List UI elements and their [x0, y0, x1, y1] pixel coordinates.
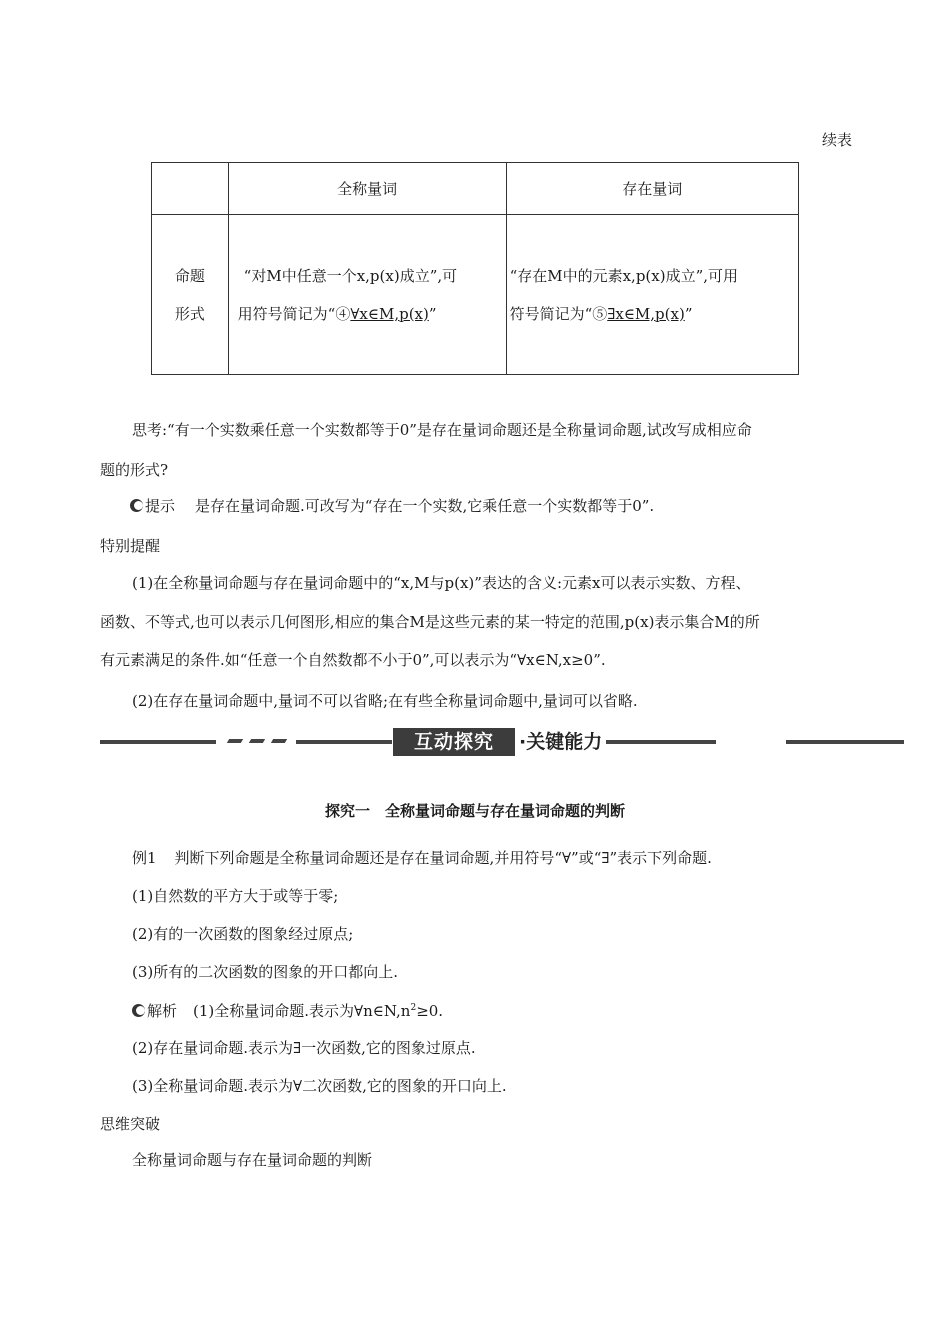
- hint: [130, 488, 882, 524]
- quantifier-table: [151, 162, 799, 375]
- universal-formula: ∀x∈M,p(x): [350, 304, 429, 323]
- example-intro: [132, 840, 884, 876]
- banner-line-mid: [296, 740, 392, 744]
- hint-label: 提示: [145, 497, 176, 515]
- banner-dash: [249, 739, 265, 743]
- banner-line-right: [606, 740, 716, 744]
- banner-dash: [227, 739, 243, 743]
- universal-line1: “对M中任意一个x,p(x)成立”,可: [243, 266, 458, 285]
- banner-line-far-right: [786, 740, 904, 744]
- thinking-text: 全称量词命题与存在量词命题的判断: [132, 1151, 373, 1169]
- special-p1-line1: (1)在全称量词命题与存在量词命题中的“x,M与p(x)”表达的含义:元素x可以表示实数、方程、: [132, 574, 751, 592]
- list-item: (1)自然数的平方大于或等于零;: [132, 887, 339, 905]
- special-p1-line2: 函数、不等式,也可以表示几何图形,相应的集合M是这些元素的某一特定的范围,p(x)表示集合M的所: [100, 613, 760, 631]
- example-question: 判断下列命题是全称量词命题还是存在量词命题,并用符号“∀”或“∃”表示下列命题.: [174, 849, 712, 867]
- special-p2: (2)在存在量词命题中,量词不可以省略;在有些全称量词命题中,量词可以省略.: [132, 692, 638, 710]
- table-row: [152, 215, 799, 375]
- special-p1-line3: 有元素满足的条件.如“任意一个自然数都不小于0”,可以表示为“∀x∈N,x≥0”.: [100, 651, 606, 669]
- banner-line-left: [100, 740, 216, 744]
- hint-icon: [130, 499, 143, 512]
- special-title: 特别提醒: [100, 537, 161, 555]
- existential-line1: “存在M中的元素x,p(x)成立”,可用: [509, 266, 739, 285]
- table-header-universal: 全称量词: [228, 163, 506, 215]
- table-header-existential: 存在量词: [506, 163, 798, 215]
- solution-1: 解析 (1)全称量词命题.表示为$\forall n\in N,n^2\ge 0$.: [132, 990, 884, 1029]
- think-line1: 思考:“有一个实数乘任意一个实数都等于0”是存在量词命题还是全称量词命题,试改写成相应命: [132, 421, 752, 439]
- solution-2: (2)存在量词命题.表示为∃一次函数,它的图象过原点.: [132, 1039, 476, 1057]
- banner-dash: [271, 739, 287, 743]
- universal-line2: 用符号简记为“④∀x∈M,p(x)”: [237, 304, 437, 323]
- thinking-title: 思维突破: [100, 1115, 161, 1133]
- continued-label: 续表: [821, 131, 852, 149]
- universal-cell: [228, 215, 506, 375]
- row-label-line2: 形式: [174, 304, 205, 323]
- row-label: [152, 215, 229, 375]
- analysis-icon: [132, 1004, 145, 1017]
- row-label-line1: 命题: [174, 266, 205, 285]
- example-label: 例1: [132, 849, 157, 867]
- list-item: (2)有的一次函数的图象经过原点;: [132, 925, 354, 943]
- existential-formula: ∃x∈M,p(x): [607, 304, 685, 323]
- banner-rest-title: ·关键能力: [519, 731, 603, 753]
- solution-label: 解析: [147, 1002, 178, 1020]
- existential-cell: [506, 215, 798, 375]
- hint-text: 是存在量词命题.可改写为“存在一个实数,它乘任意一个实数都等于0”.: [195, 497, 655, 515]
- list-item: (3)所有的二次函数的图象的开口都向上.: [132, 963, 399, 981]
- existential-line2: 符号简记为“⑤∃x∈M,p(x)”: [509, 304, 693, 323]
- table-header-row: [152, 163, 799, 215]
- think-line2: 题的形式?: [100, 461, 169, 479]
- table-header-empty: [152, 163, 229, 215]
- banner-boxed-title: 互动探究: [393, 728, 515, 756]
- solution-3: (3)全称量词命题.表示为∀二次函数,它的图象的开口向上.: [132, 1077, 507, 1095]
- section-title: 探究一 全称量词命题与存在量词命题的判断: [324, 802, 625, 820]
